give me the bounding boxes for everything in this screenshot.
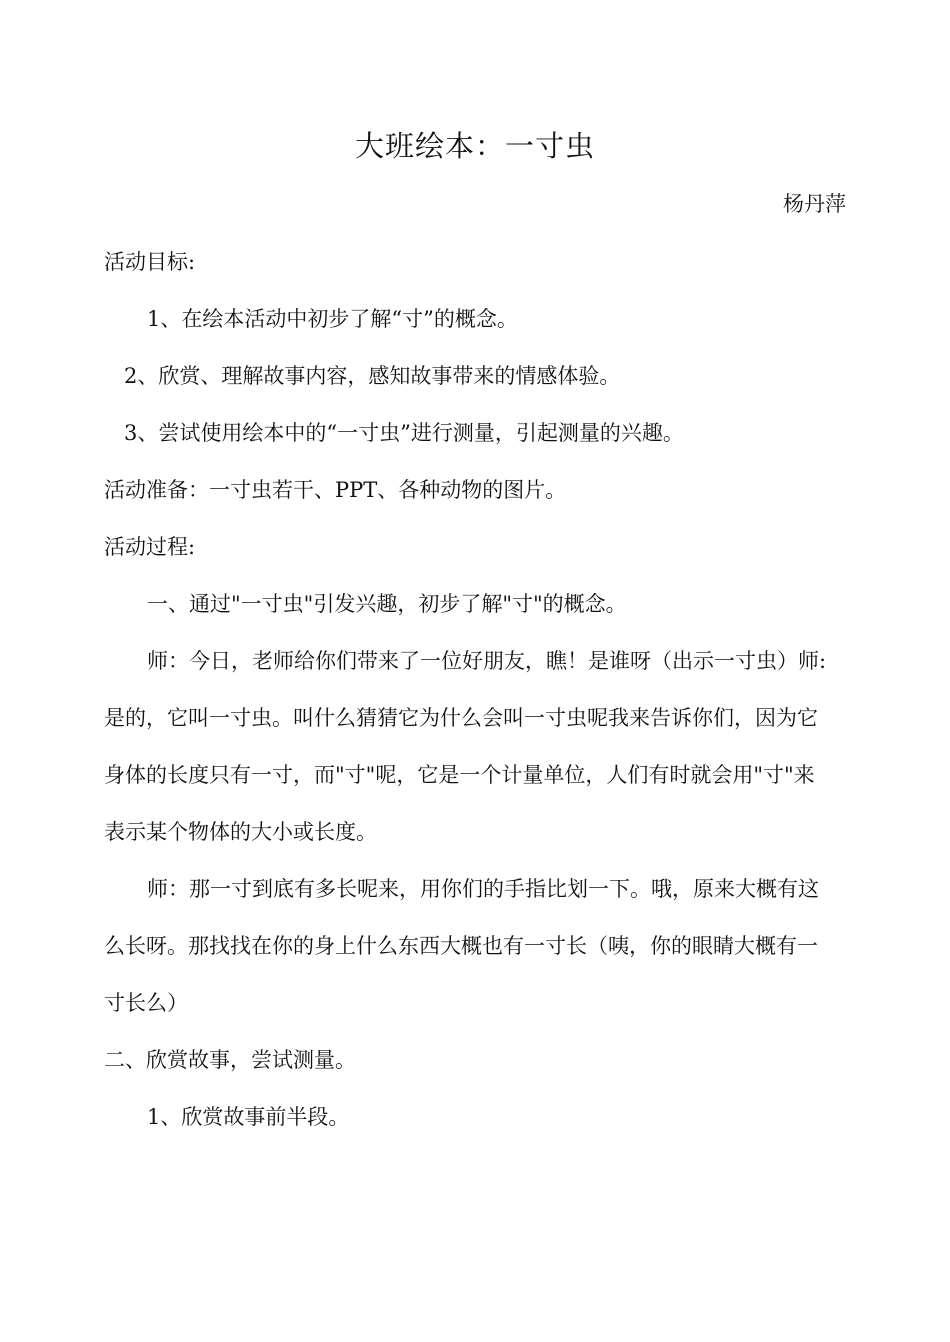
process-step-1-heading: 一、通过"一寸虫"引发兴趣，初步了解"寸"的概念。 [147,592,627,616]
sub-step-heading: 1、欣赏故事前半段。 [147,1105,350,1129]
goal-item-1: 1、在绘本活动中初步了解“寸”的概念。 [147,307,518,331]
paragraph-line: 师：今日，老师给你们带来了一位好朋友，瞧！是谁呀（出示一寸虫）师: [147,649,827,673]
paragraph-line: 是的，它叫一寸虫。叫什么猜猜它为什么会叫一寸虫呢我来告诉你们，因为它 [104,706,818,730]
goal-item-2: 2、欣赏、理解故事内容，感知故事带来的情感体验。 [124,364,621,388]
paragraph-line: 表示某个物体的大小或长度。 [104,820,377,844]
paragraph-line: 师：那一寸到底有多长呢来，用你们的手指比划一下。哦，原来大概有这 [147,877,819,901]
preparation-line: 活动准备：一寸虫若干、PPT、各种动物的图片。 [104,478,567,502]
section-heading-process: 活动过程: [104,535,196,559]
page-title: 大班绘本：一寸虫 [354,129,595,163]
paragraph-line: 寸长么） [104,991,188,1015]
section-heading-goals: 活动目标: [104,250,196,274]
paragraph-line: 身体的长度只有一寸，而"寸"呢，它是一个计量单位，人们有时就会用"寸"来 [104,763,815,787]
goal-item-3: 3、尝试使用绘本中的“一寸虫”进行测量，引起测量的兴趣。 [124,421,684,445]
process-step-2-heading: 二、欣赏故事，尝试测量。 [104,1048,356,1072]
author-name: 杨丹萍 [783,192,846,216]
paragraph-line: 么长呀。那找找在你的身上什么东西大概也有一寸长（咦，你的眼睛大概有一 [104,934,818,958]
